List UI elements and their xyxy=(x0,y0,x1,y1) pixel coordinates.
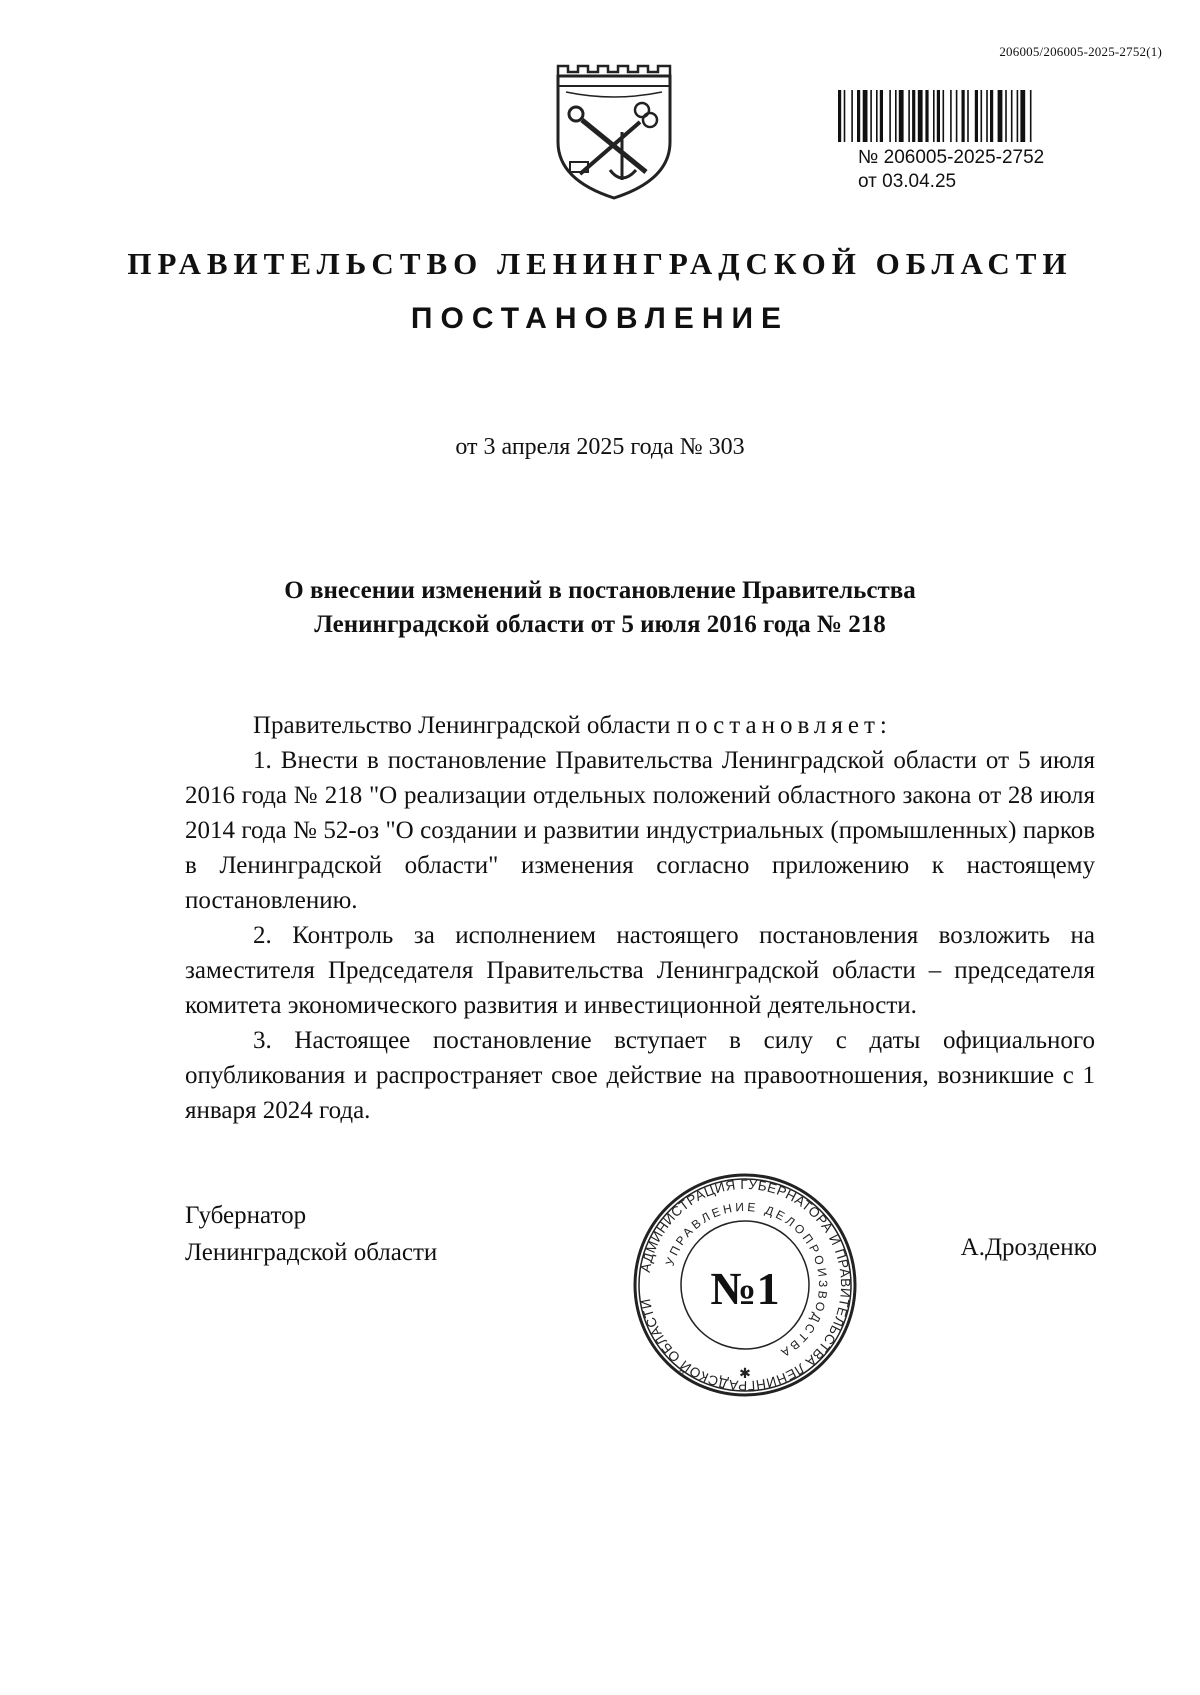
clause-1: 1. Внести в постановление Правительства Ленинградской области от 5 июля 2016 года № 218 "О реализации отдельных положений областного закона от 28 июля 2014 года № 52-оз "О создании и развитии индустриальных (промышленных) парков в Ленинградской области" изменения согласно приложению к настоящему постановлению. xyxy=(185,747,1095,914)
registration-code: 206005/206005-2025-2752(1) xyxy=(999,44,1162,59)
decree-body xyxy=(185,708,1095,1128)
coat-of-arms-emblem xyxy=(550,62,678,202)
position-line-2: Ленинградской области xyxy=(185,1239,438,1266)
clause-2: 2. Контроль за исполнением настоящего постановления возложить на заместителя Председателя Правительства Ленинградской области – председателя комитета экономического развития и инвестиционной деятельности. xyxy=(185,922,1095,1019)
official-seal-stamp xyxy=(630,1170,860,1400)
signatory-name: А.Дрозденко xyxy=(960,1234,1097,1261)
government-title: ПРАВИТЕЛЬСТВО ЛЕНИНГРАДСКОЙ ОБЛАСТИ xyxy=(127,246,1073,281)
seal-inner-text: УПРАВЛЕНИЕ ДЕЛОПРОИЗВОДСТВА xyxy=(662,1199,831,1362)
preamble-verb: постановляет: xyxy=(676,712,892,739)
preamble-lead: Правительство Ленинградской области xyxy=(253,712,677,739)
document-type: ПОСТАНОВЛЕНИЕ xyxy=(410,302,790,335)
position-line-1: Губернатор xyxy=(185,1202,307,1229)
seal-outer-text: АДМИНИСТРАЦИЯ ГУБЕРНАТОРА И ПРАВИТЕЛЬСТВА ЛЕНИНГРАДСКОЙ ОБЛАСТИ xyxy=(637,1176,854,1394)
clause-3: 3. Настоящее постановление вступает в силу с даты официального опубликования и распространяет свое действие на правоотношения, возникшие с 1 января 2024 года. xyxy=(185,1027,1095,1124)
preamble xyxy=(185,708,1095,743)
subject-line-1: О внесении изменений в постановление Правительства xyxy=(284,577,916,604)
subject-line-2: Ленинградской области от 5 июля 2016 года № 218 xyxy=(314,611,886,638)
registration-date: от 03.04.25 xyxy=(858,171,957,192)
document-date-number: от 3 апреля 2025 года № 303 xyxy=(455,434,745,460)
seal-number: №1 xyxy=(710,1263,780,1314)
registration-stamp-block xyxy=(858,146,1044,194)
registration-number: № 206005-2025-2752 xyxy=(858,147,1045,168)
barcode xyxy=(836,90,1098,142)
seal-star-icon: ✱ xyxy=(739,1367,751,1382)
signatory-position xyxy=(185,1197,437,1271)
document-subject xyxy=(0,574,1200,642)
